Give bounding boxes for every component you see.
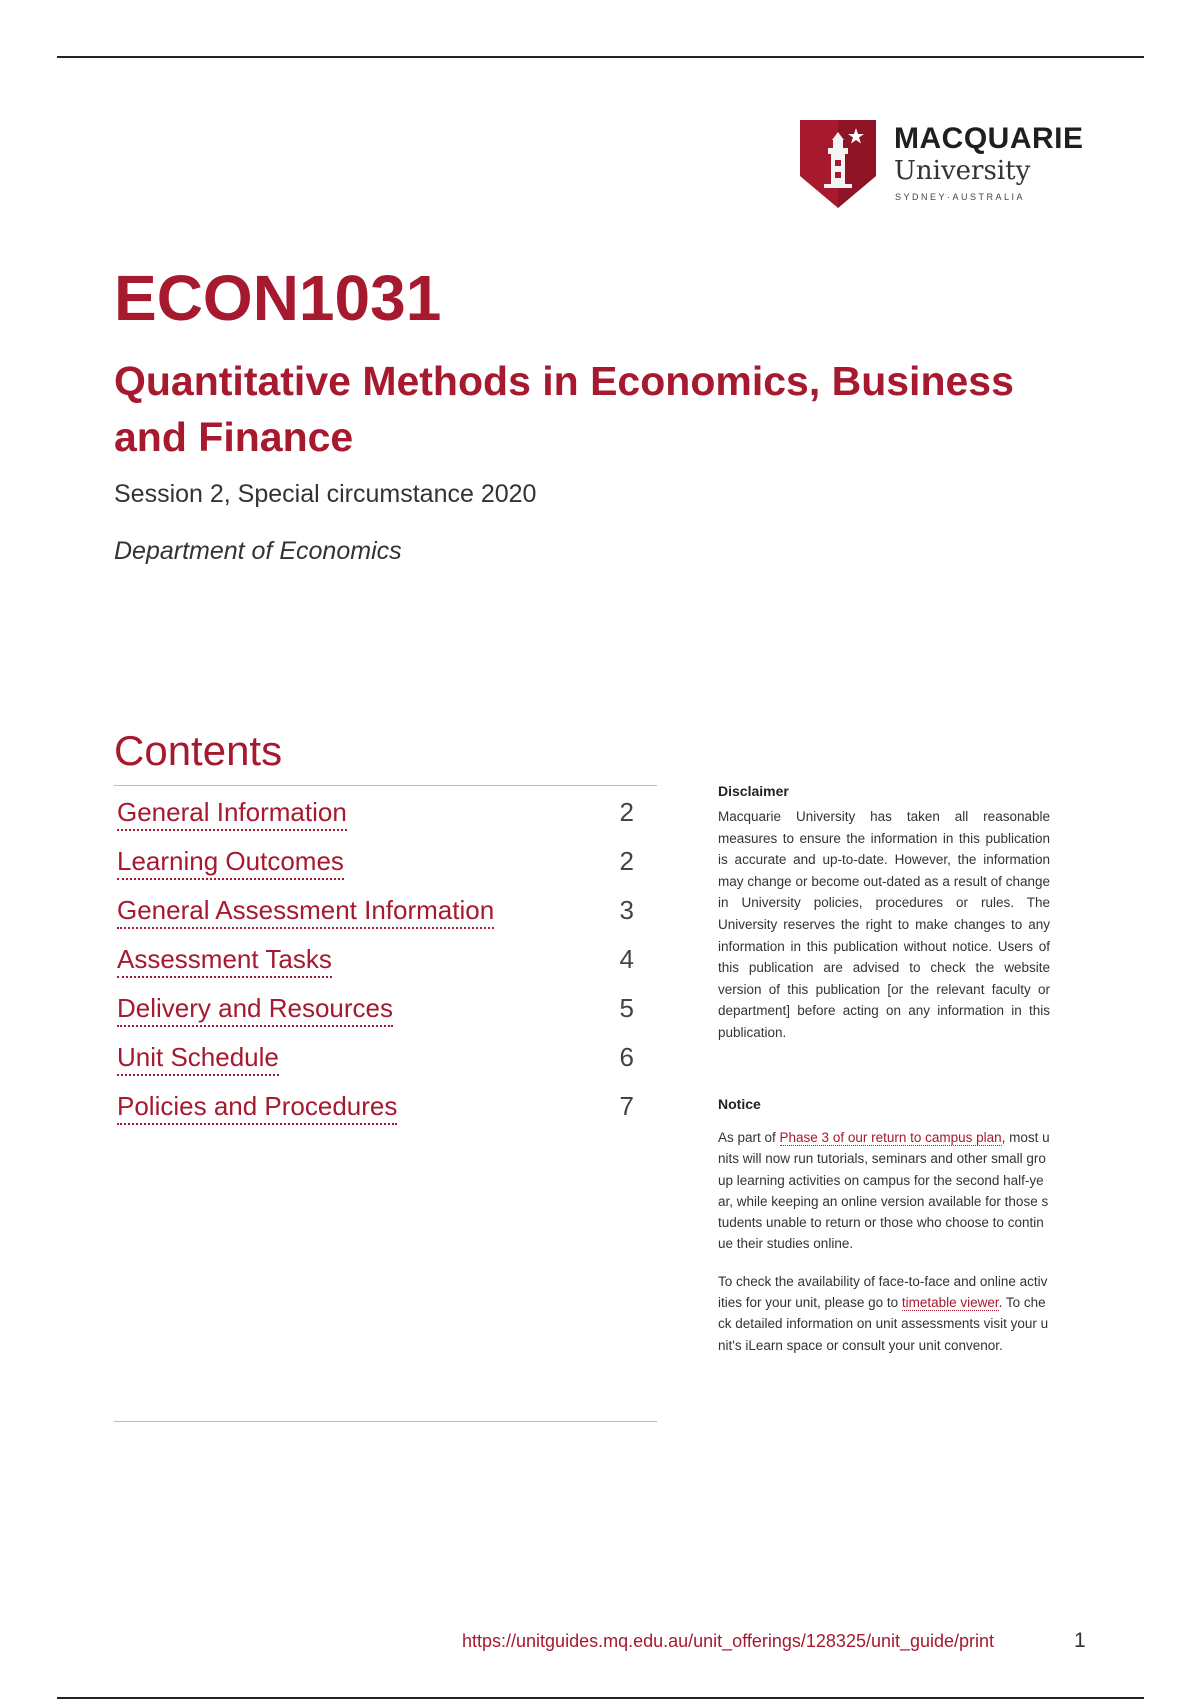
notice-text: As part of bbox=[718, 1130, 780, 1145]
timetable-viewer-link[interactable]: timetable viewer bbox=[901, 1295, 999, 1311]
notice-text: To check the availability of face-to-face and online activities for your unit, please go to bbox=[718, 1273, 1048, 1311]
page-number: 1 bbox=[1074, 1629, 1086, 1652]
disclaimer-heading: Disclaimer bbox=[718, 783, 789, 799]
top-rule bbox=[57, 56, 1144, 58]
unit-code: ECON1031 bbox=[114, 262, 442, 334]
unit-title: Quantitative Methods in Economics, Business and Finance bbox=[114, 358, 1014, 460]
footer-url-link[interactable]: https://unitguides.mq.edu.au/unit_offerings/128325/unit_guide/print bbox=[462, 1631, 995, 1651]
return-to-campus-plan-link[interactable]: Phase 3 of our return to campus plan bbox=[779, 1130, 1002, 1145]
logo-subtitle: University bbox=[894, 156, 1031, 186]
notice-text: . To check detailed information on unit assessments visit your unit's iLearn space or consult your unit convenor. bbox=[718, 1295, 1049, 1353]
toc-item bbox=[114, 989, 644, 1038]
toc-link-delivery-and-resources[interactable]: Delivery and Resources bbox=[117, 991, 393, 1027]
toc-page-number: 4 bbox=[619, 944, 634, 974]
logo-wordmark: MACQUARIE bbox=[894, 122, 1084, 155]
toc-page-number: 3 bbox=[619, 895, 634, 925]
toc-item bbox=[114, 1087, 644, 1136]
contents-divider-top bbox=[114, 785, 657, 786]
toc-item bbox=[114, 842, 644, 891]
toc-link-assessment-tasks[interactable]: Assessment Tasks bbox=[117, 942, 332, 978]
toc-link-unit-schedule[interactable]: Unit Schedule bbox=[117, 1040, 279, 1076]
contents-heading: Contents bbox=[114, 727, 283, 774]
notice-section bbox=[718, 1093, 1050, 1372]
toc-page-number: 2 bbox=[619, 846, 634, 876]
toc-item bbox=[114, 1038, 644, 1087]
toc-page-number: 2 bbox=[619, 797, 634, 827]
disclaimer-text: Macquarie University has taken all reasonable measures to ensure the information in this publication is accurate and up-to-date. However, the information may change or become out-dated as a result of change in University policies, procedures or rules. The University reserves the right to make changes to any information in this publication without notice. Users of this publication are advised to check the website version of this publication [or the relevant faculty or department] before acting on any information in this publication. bbox=[718, 809, 1050, 1040]
toc-item bbox=[114, 891, 644, 940]
unit-department: Department of Economics bbox=[114, 537, 402, 565]
toc-link-learning-outcomes[interactable]: Learning Outcomes bbox=[117, 844, 344, 880]
notice-heading: Notice bbox=[718, 1096, 761, 1112]
table-of-contents bbox=[114, 793, 644, 1136]
toc-page-number: 5 bbox=[619, 993, 634, 1023]
unit-session: Session 2, Special circumstance 2020 bbox=[114, 480, 537, 508]
disclaimer-section bbox=[718, 780, 1050, 1044]
toc-item bbox=[114, 793, 644, 842]
notice-paragraph-1 bbox=[718, 1127, 1050, 1255]
shield-lighthouse-icon bbox=[798, 118, 878, 210]
bottom-rule bbox=[57, 1697, 1144, 1699]
contents-divider-bottom bbox=[114, 1421, 657, 1422]
toc-page-number: 6 bbox=[619, 1042, 634, 1072]
toc-link-policies-and-procedures[interactable]: Policies and Procedures bbox=[117, 1089, 397, 1125]
toc-link-general-assessment-information[interactable]: General Assessment Information bbox=[117, 893, 494, 929]
toc-item bbox=[114, 940, 644, 989]
toc-link-general-information[interactable]: General Information bbox=[117, 795, 347, 831]
university-logo bbox=[798, 118, 1098, 210]
notice-paragraph-2 bbox=[718, 1271, 1050, 1356]
logo-location: SYDNEY·AUSTRALIA bbox=[895, 192, 1026, 202]
notice-text: , most units will now run tutorials, seminars and other small group learning activities on campus for the second half-year, while keeping an online version available for those students unable to return or those who choose to continue their studies online. bbox=[718, 1130, 1050, 1252]
toc-page-number: 7 bbox=[619, 1091, 634, 1121]
